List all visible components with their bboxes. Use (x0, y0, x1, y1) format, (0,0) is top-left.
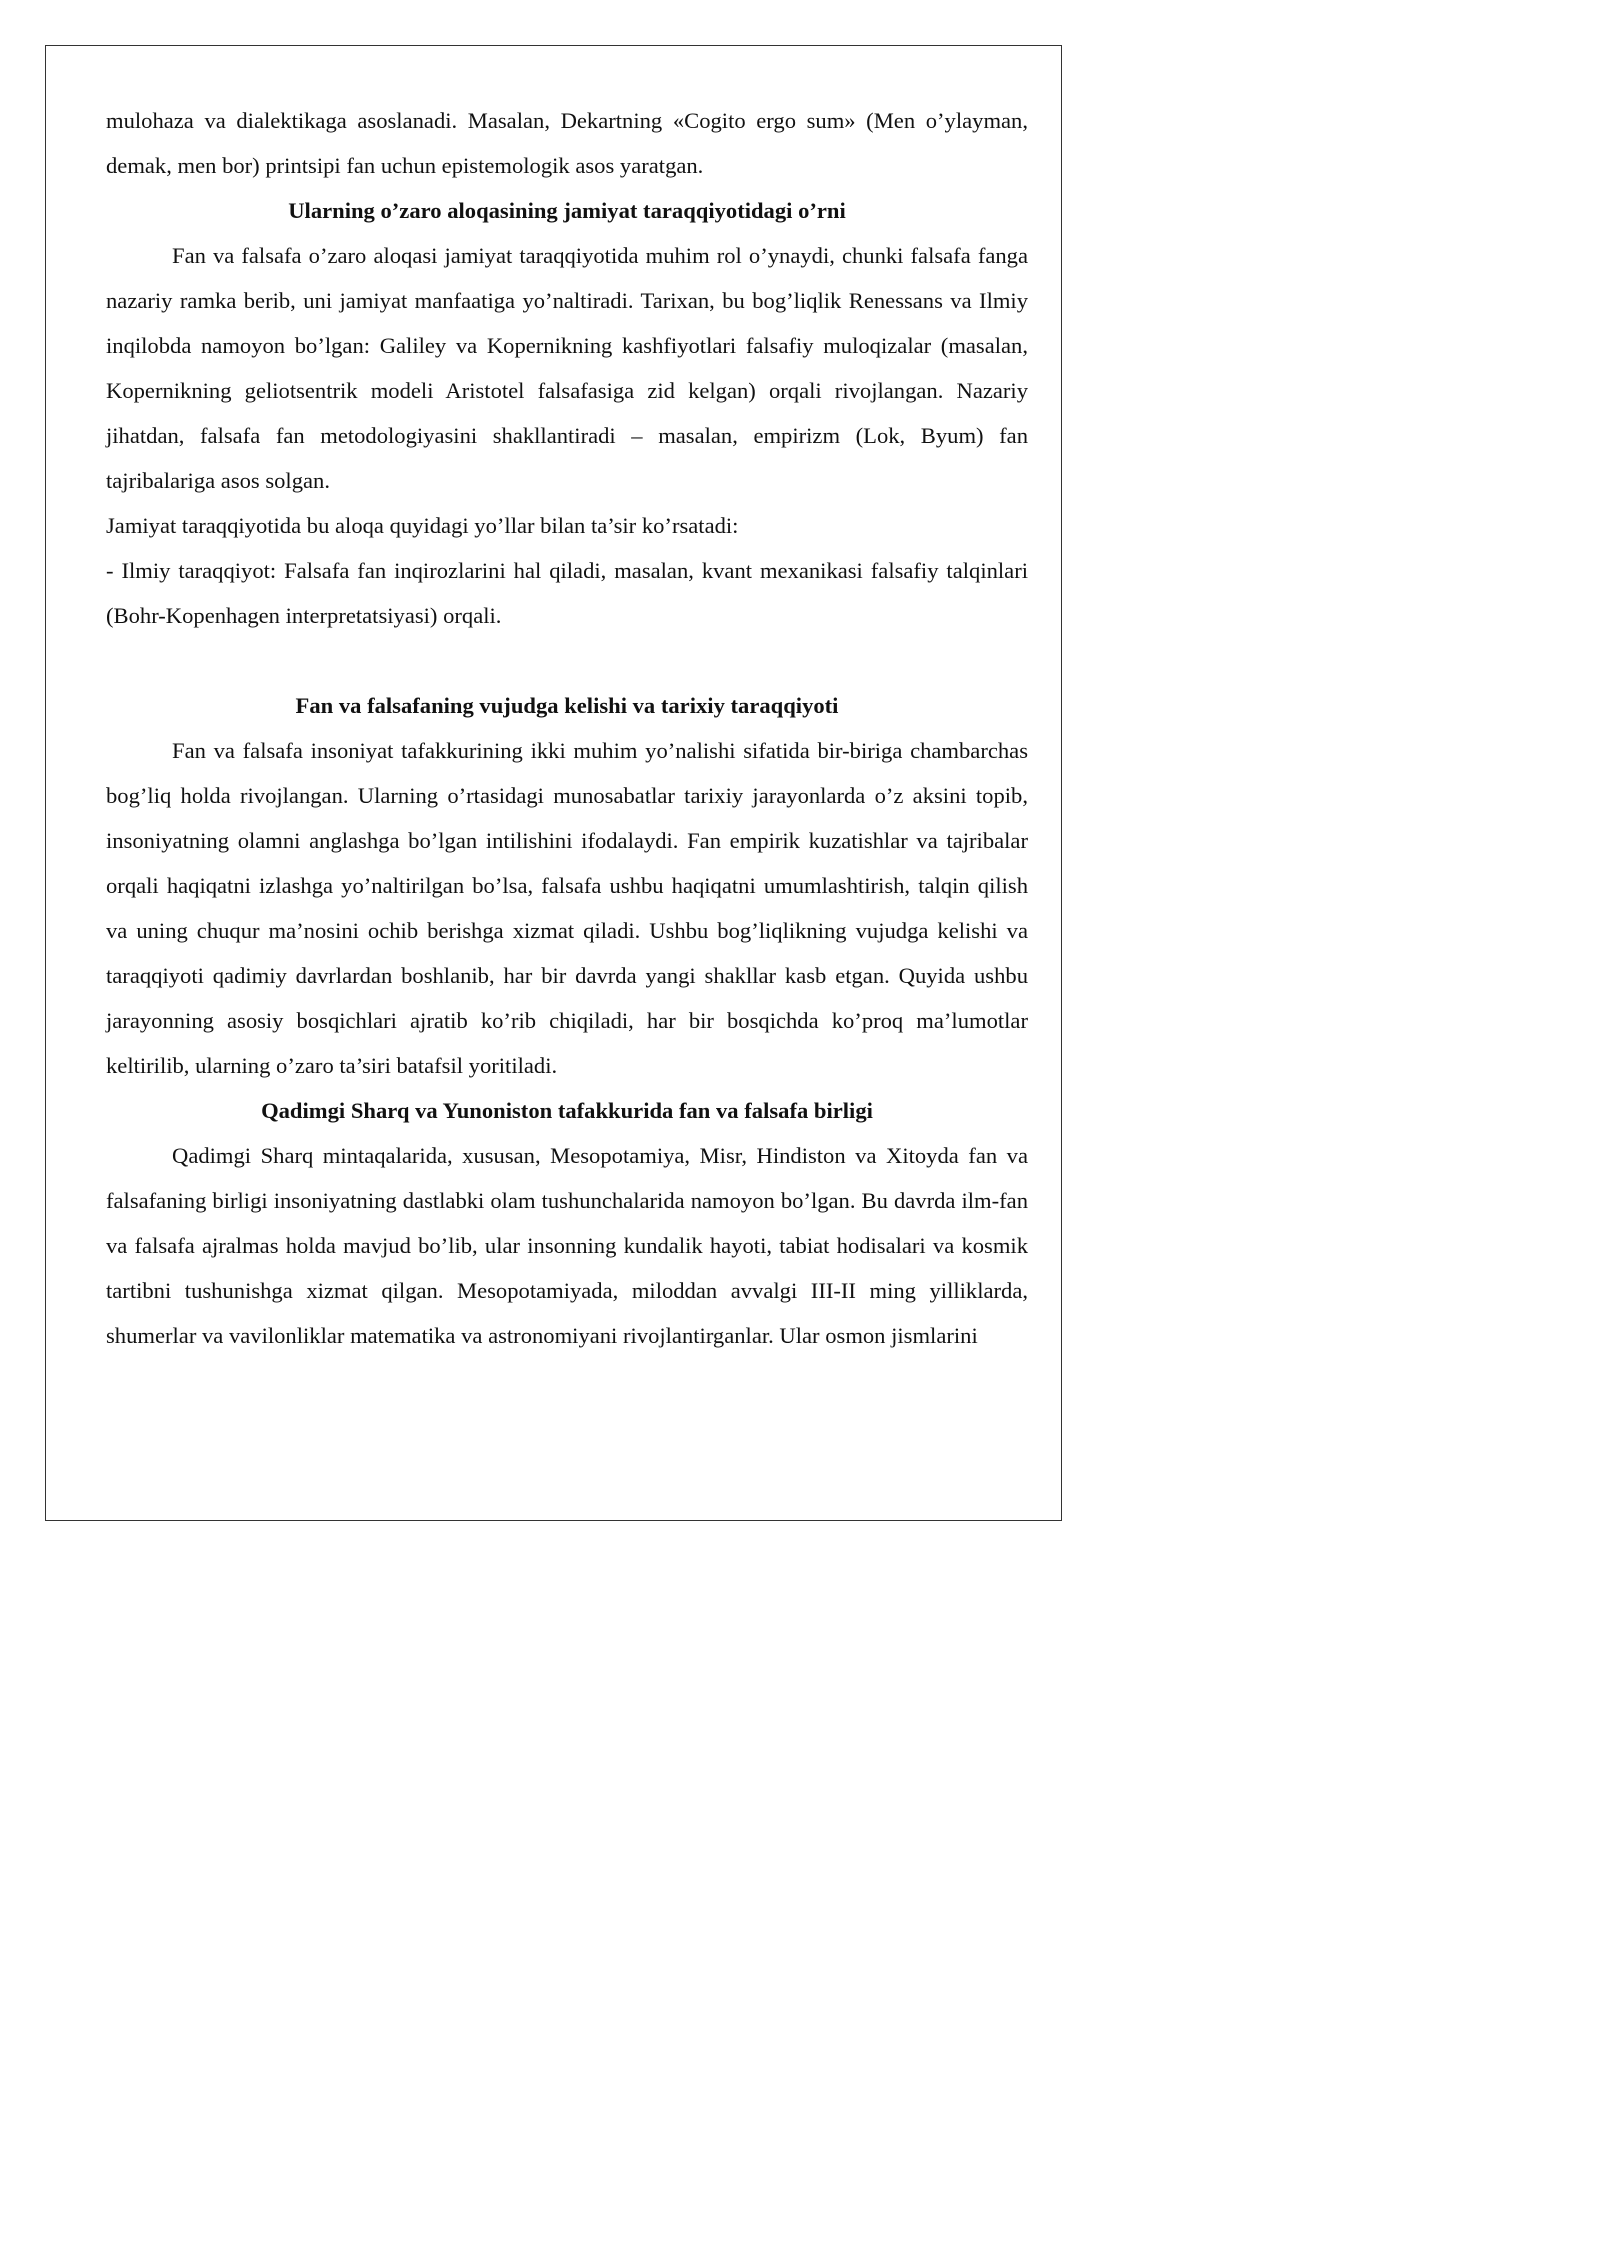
document-body (106, 98, 1028, 1358)
paragraph-relationship-role: Fan va falsafa o’zaro aloqasi jamiyat taraqqiyotida muhim rol o’ynaydi, chunki falsafa fanga nazariy ramka berib, uni jamiyat manfaatiga yo’naltiradi. Tarixan, bu bog’liqlik Renessans va Ilmiy inqilobda namoyon bo’lgan: Galiley va Kopernikning kashfiyotlari falsafiy muloqizalar (masalan, Kopernikning geliotsentrik modeli Aristotel falsafasiga zid kelgan) orqali rivojlangan. Nazariy jihatdan, falsafa fan metodologiyasini shakllantiradi – masalan, empirizm (Lok, Byum) fan tajribalariga asos solgan. (106, 243, 1028, 493)
section-heading-relationship-role: Ularning o’zaro aloqasining jamiyat taraqqiyotidagi o’rni (288, 198, 846, 223)
paragraph-influence-ways: Jamiyat taraqqiyotida bu aloqa quyidagi yo’llar bilan ta’sir ko’rsatadi: (106, 513, 739, 538)
section-heading-origin-history: Fan va falsafaning vujudga kelishi va tarixiy taraqqiyoti (295, 693, 839, 718)
bullet-scientific-progress: - Ilmiy taraqqiyot: Falsafa fan inqirozlarini hal qiladi, masalan, kvant mexanikasi falsafiy talqinlari (Bohr-Kopenhagen interpretatsiyasi) orqali. (106, 558, 1028, 628)
section-heading-ancient-east-greece: Qadimgi Sharq va Yunoniston tafakkurida fan va falsafa birligi (261, 1098, 873, 1123)
paragraph-ancient-east-greece: Qadimgi Sharq mintaqalarida, xususan, Mesopotamiya, Misr, Hindiston va Xitoyda fan va falsafaning birligi insoniyatning dastlabki olam tushunchalarida namoyon bo’lgan. Bu davrda ilm-fan va falsafa ajralmas holda mavjud bo’lib, ular insonning kundalik hayoti, tabiat hodisalari va kosmik tartibni tushunishga xizmat qilgan. Mesopotamiyada, miloddan avvalgi III-II ming yilliklarda, shumerlar va vavilonliklar matematika va astronomiyani rivojlantirganlar. Ular osmon jismlarini (106, 1143, 1028, 1348)
blank-line (106, 638, 1028, 683)
paragraph-origin-history: Fan va falsafa insoniyat tafakkurining ikki muhim yo’nalishi sifatida bir-biriga chambarchas bog’liq holda rivojlangan. Ularning o’rtasidagi munosabatlar tarixiy jarayonlarda o’z aksini topib, insoniyatning olamni anglashga bo’lgan intilishini ifodalaydi. Fan empirik kuzatishlar va tajribalar orqali haqiqatni izlashga yo’naltirilgan bo’lsa, falsafa ushbu haqiqatni umumlashtirish, talqin qilish va uning chuqur ma’nosini ochib berishga xizmat qiladi. Ushbu bog’liqlikning vujudga kelishi va taraqqiyoti qadimiy davrlardan boshlanib, har bir davrda yangi shakllar kasb etgan. Quyida ushbu jarayonning asosiy bosqichlari ajratib ko’rib chiqiladi, har bir bosqichda ko’proq ma’lumotlar keltirilib, ularning o’zaro ta’siri batafsil yoritiladi. (106, 738, 1028, 1078)
continuation-paragraph: mulohaza va dialektikaga asoslanadi. Masalan, Dekartning «Cogito ergo sum» (Men o’ylayman, demak, men bor) printsipi fan uchun epistemologik asos yaratgan. (106, 108, 1028, 178)
